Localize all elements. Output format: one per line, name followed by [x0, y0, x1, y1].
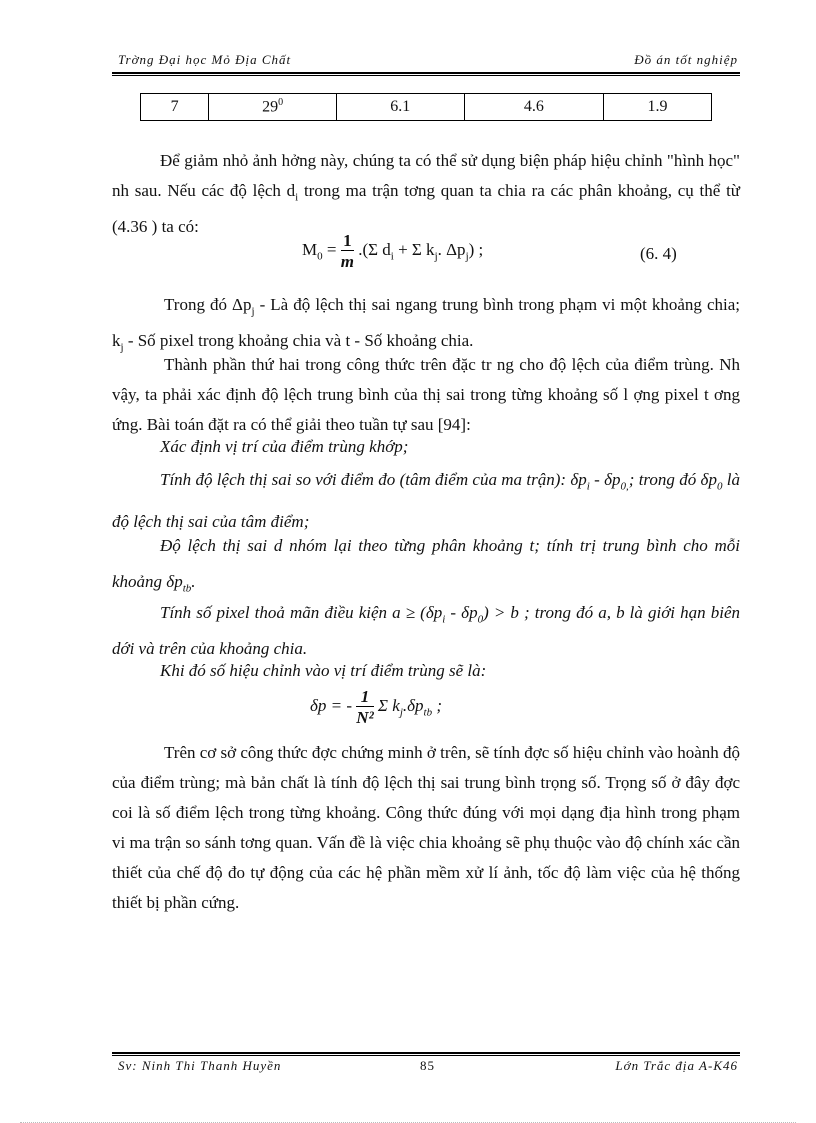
header-school: Trờng Đại học Mỏ Địa Chất — [118, 52, 292, 67]
paragraph-component: Thành phần thứ hai trong công thức trên đặc tr ng cho độ lệch của điểm trùng. Nh vậy, ta phải xác định độ lệch trung bình của thị sai trong từng khoảng số l ợng pixel t ơng ứng. Bài toán đặt ra có thể giải theo tuần tự sau [94]: — [112, 355, 740, 434]
header-rule — [112, 72, 740, 74]
step-5: Khi đó số hiệu chỉnh vào vị trí điểm trùng sẽ là: — [160, 661, 487, 680]
paragraph-conclusion: Trên cơ sở công thức đợc chứng minh ở trên, sẽ tính đợc số hiệu chỉnh vào hoành độ của điểm trùng; mà bản chất là tính độ lệch thị sai trung bình trọng số. Trọng số ở đây đợc coi là số điểm lệch trong từng khoảng. Công thức đúng với mọi dạng địa hình trong phạm vi ma trận so sánh tơng quan. Vấn đề là việc chia khoảng sẽ phụ thuộc vào độ chính xác cần thiết của chế độ đo tự động của các hệ phần mềm xử lí ảnh, tốc độ làm việc của hệ thống thiết bị phần cứng. — [112, 743, 740, 912]
header-rule-thin — [112, 75, 740, 76]
footer-student: Sv: Ninh Thi Thanh Huyền — [118, 1058, 282, 1073]
equation-correction: δp = - $\frac{1}{\text{N²}}$ Σ $k_j.\delta p_{tb}$ ; — [310, 687, 443, 727]
paragraph-definition: Trong đó $\Delta p_j$ - Là độ lệch thị sai ngang trung bình trong phạm vi một khoảng chia; $k_j$ - Số pixel trong khoảng chia và t - Số khoảng chia. — [112, 295, 741, 354]
table-cell: 1.9 — [604, 94, 712, 121]
equation-number: (6. 4) — [640, 244, 677, 263]
step-1: Xác định vị trí của điểm trùng khớp; — [160, 437, 409, 456]
step-3: Độ lệch thị sai d nhóm lại theo từng phân khoảng t; tính trị trung bình cho mỗi khoảng $\delta p_{tb}$. — [112, 536, 740, 595]
footer-rule-thin — [112, 1055, 740, 1056]
equation-6-4: $M_0$ = $\frac{1}{m}$ .(Σ $d_i + \Sigma$ $k_j$. $\Delta p_j$) ; — [302, 231, 484, 271]
table-cell: 4.6 — [464, 94, 604, 121]
footer-rule — [112, 1052, 740, 1054]
table-cell: 7 — [141, 94, 209, 121]
step-2: Tính độ lệch thị sai so với điểm đo (tâm điểm của ma trận): $\delta p_i - \delta p_{0,}$; trong đó $\delta p_0$ là độ lệch thị sai của tâm điểm; — [112, 470, 740, 532]
footer-class: Lớn Trắc địa A-K46 — [615, 1058, 738, 1073]
fraction: $\frac{1}{\text{N²}}$ — [356, 687, 374, 727]
page-number: 85 — [420, 1058, 435, 1073]
step-4: Tính số pixel thoả mãn điều kiện $a \ge (\delta p_i - \delta p_0) > b$ ; trong đó a, b là giới hạn biên dới và trên của khoảng chia. — [112, 603, 740, 659]
table-row — [141, 94, 712, 121]
header-doc-type: Đồ án tốt nghiệp — [634, 52, 738, 67]
table-cell: $29^0$ — [209, 94, 337, 121]
data-table — [140, 93, 712, 121]
fraction: $\frac{1}{m}$ — [340, 231, 354, 271]
paragraph-intro: Để giảm nhỏ ảnh hởng này, chúng ta có thể sử dụng biện pháp hiệu chỉnh "hình học" nh sau. Nếu các độ lệch $d_i$ trong ma trận tơng quan ta chia ra các phân khoảng, cụ thể từ (4.36 ) ta có: — [112, 151, 741, 237]
table-cell: 6.1 — [336, 94, 464, 121]
